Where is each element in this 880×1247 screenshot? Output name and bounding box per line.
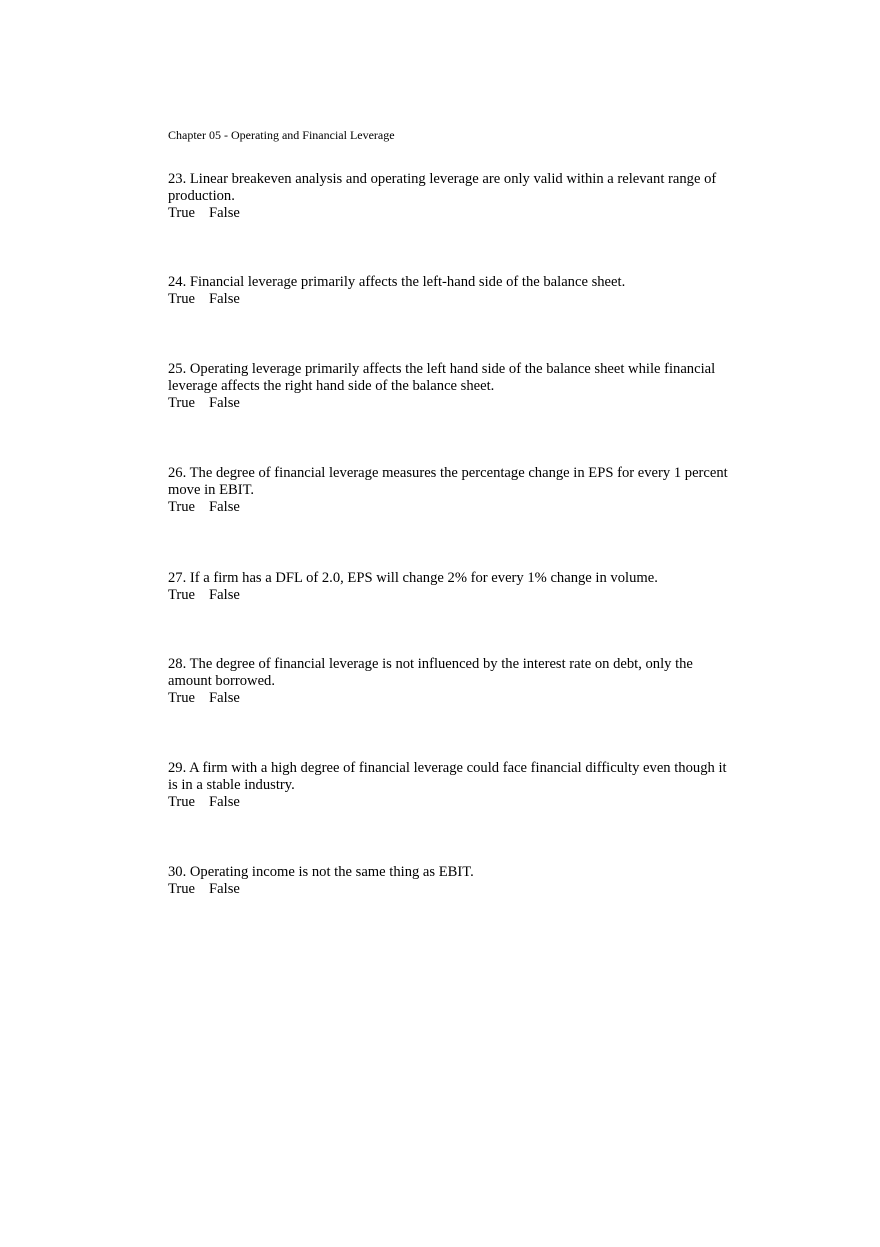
chapter-header: Chapter 05 - Operating and Financial Leverage <box>168 128 395 142</box>
answer-options <box>168 205 738 222</box>
option-true: True <box>168 794 196 810</box>
question-25 <box>168 361 738 412</box>
option-true: True <box>168 205 196 221</box>
option-true: True <box>168 881 196 897</box>
option-true: True <box>168 587 196 603</box>
option-false: False <box>209 499 240 515</box>
question-23 <box>168 171 738 222</box>
question-text: 28. The degree of financial leverage is not influenced by the interest rate on debt, only the amount borrowed. <box>168 656 693 689</box>
option-true: True <box>168 291 196 307</box>
question-30 <box>168 864 738 898</box>
question-text: 26. The degree of financial leverage measures the percentage change in EPS for every 1 percent move in EBIT. <box>168 465 728 498</box>
question-text: 25. Operating leverage primarily affects the left hand side of the balance sheet while financial leverage affects the right hand side of the balance sheet. <box>168 361 716 394</box>
question-26 <box>168 465 738 516</box>
question-text: 23. Linear breakeven analysis and operating leverage are only valid within a relevant range of production. <box>168 171 717 204</box>
answer-options <box>168 794 738 811</box>
question-29 <box>168 760 738 811</box>
question-text: 27. If a firm has a DFL of 2.0, EPS will change 2% for every 1% change in volume. <box>168 570 658 586</box>
option-true: True <box>168 395 196 411</box>
option-true: True <box>168 690 196 706</box>
question-text: 29. A firm with a high degree of financial leverage could face financial difficulty even though it is in a stable industry. <box>168 760 727 793</box>
question-24 <box>168 274 738 308</box>
option-false: False <box>209 205 240 221</box>
option-true: True <box>168 499 196 515</box>
answer-options <box>168 690 738 707</box>
option-false: False <box>209 291 240 307</box>
answer-options <box>168 881 738 898</box>
option-false: False <box>209 395 240 411</box>
question-27 <box>168 570 738 604</box>
answer-options <box>168 499 738 516</box>
question-text: 24. Financial leverage primarily affects the left-hand side of the balance sheet. <box>168 274 626 290</box>
option-false: False <box>209 690 240 706</box>
option-false: False <box>209 794 240 810</box>
answer-options <box>168 587 738 604</box>
question-28 <box>168 656 738 707</box>
question-text: 30. Operating income is not the same thing as EBIT. <box>168 864 474 880</box>
answer-options <box>168 395 738 412</box>
answer-options <box>168 291 738 308</box>
option-false: False <box>209 881 240 897</box>
option-false: False <box>209 587 240 603</box>
